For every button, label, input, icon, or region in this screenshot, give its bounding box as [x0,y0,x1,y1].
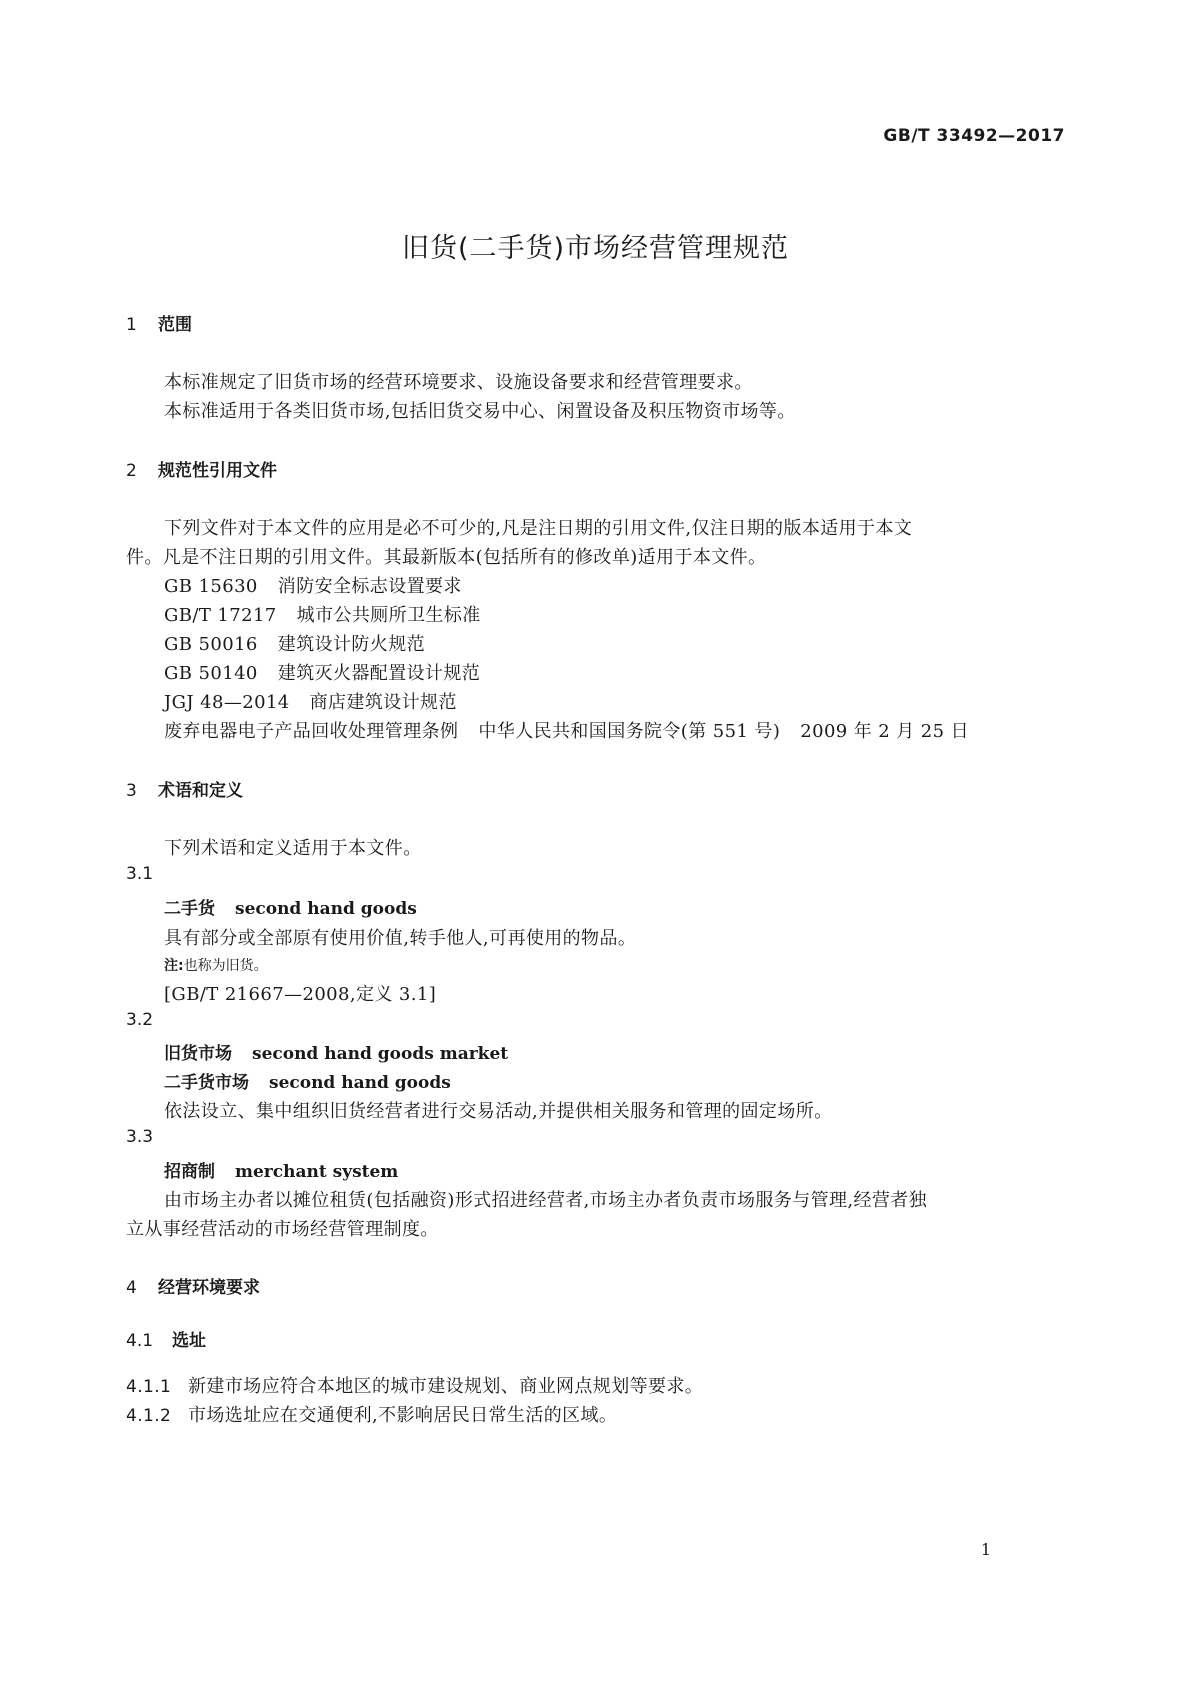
reference-name: 城市公共厕所卫生标准 [296,605,481,626]
term-heading [164,1039,508,1064]
reference-name: 消防安全标志设置要求 [277,576,462,597]
section-number: 2 [126,461,137,481]
clause-number: 4.1.1 [126,1377,172,1397]
section-1-heading [126,310,192,335]
section-number: 1 [126,315,137,335]
term-zh: 二手货 [164,899,215,919]
term-note [164,955,268,975]
term-heading [164,894,417,919]
reference-code: JGJ 48—2014 [164,692,290,713]
clause-text: 新建市场应符合本地区的城市建设规划、商业网点规划等要求。 [188,1376,704,1397]
section-3-heading [126,776,243,801]
term-number: 3.2 [126,1010,154,1030]
section-number: 3 [126,781,137,801]
reference-code: GB 50016 [164,634,258,655]
reference-date: 2009 年 2 月 25 日 [800,721,970,742]
paragraph: 下列文件对于本文件的应用是必不可少的,凡是注日期的引用文件,仅注日期的版本适用于本文 [164,518,913,539]
term-heading [164,1157,398,1182]
section-number: 4 [126,1278,137,1298]
clause [126,1372,703,1398]
section-title: 经营环境要求 [158,1278,260,1298]
term-definition: 立从事经营活动的市场经营管理制度。 [126,1219,439,1240]
section-title: 术语和定义 [158,781,243,801]
reference-item [164,601,481,627]
paragraph: 件。凡是不注日期的引用文件。其最新版本(包括所有的修改单)适用于本文件。 [126,547,767,568]
term-number: 3.3 [126,1127,154,1147]
subsection-heading [126,1326,206,1351]
section-4-heading [126,1273,260,1298]
reference-item [164,630,425,656]
paragraph: 本标准规定了旧货市场的经营环境要求、设施设备要求和经营管理要求。 [164,372,753,393]
term-definition: 依法设立、集中组织旧货经营者进行交易活动,并提供相关服务和管理的固定场所。 [164,1101,833,1122]
paragraph: 本标准适用于各类旧货市场,包括旧货交易中心、闲置设备及积压物资市场等。 [164,401,796,422]
subsection-number: 4.1 [126,1331,154,1351]
section-2-heading [126,456,277,481]
section-title: 规范性引用文件 [158,461,277,481]
reference-item [164,572,462,598]
term-en: merchant system [235,1162,399,1182]
term-zh: 二手货市场 [164,1073,249,1093]
reference-name: 建筑设计防火规范 [277,634,425,655]
subsection-title: 选址 [172,1331,206,1351]
note-label: 注: [164,958,184,974]
reference-code: GB/T 17217 [164,605,277,626]
note-text: 也称为旧货。 [183,958,268,974]
clause [126,1401,617,1427]
term-zh: 招商制 [164,1162,215,1182]
term-number: 3.1 [126,864,154,884]
reference-item [164,688,457,714]
term-en: second hand goods [235,899,417,919]
reference-code: GB 50140 [164,663,258,684]
clause-text: 市场选址应在交通便利,不影响居民日常生活的区域。 [188,1405,618,1426]
reference-item [164,717,969,743]
paragraph: 下列术语和定义适用于本文件。 [164,838,422,859]
section-title: 范围 [158,315,192,335]
term-en: second hand goods [269,1073,451,1093]
standard-number: GB/T 33492—2017 [883,126,1065,146]
document-title: 旧货(二手货)市场经营管理规范 [401,233,790,264]
reference-name: 商店建筑设计规范 [309,692,457,713]
clause-number: 4.1.2 [126,1406,172,1426]
reference-code: 废弃电器电子产品回收处理管理条例 [164,721,459,742]
reference-name: 中华人民共和国国务院令(第 551 号) [478,721,781,742]
term-zh: 旧货市场 [164,1044,232,1064]
page-number: 1 [980,1540,991,1559]
term-en: second hand goods market [252,1044,509,1064]
term-definition: 具有部分或全部原有使用价值,转手他人,可再使用的物品。 [164,928,637,949]
term-source: [GB/T 21667—2008,定义 3.1] [164,984,437,1005]
term-definition: 由市场主办者以摊位租赁(包括融资)形式招进经营者,市场主办者负责市场服务与管理,经营者独 [164,1190,928,1211]
reference-code: GB 15630 [164,576,258,597]
reference-name: 建筑灭火器配置设计规范 [277,663,481,684]
reference-item [164,659,480,685]
term-heading-synonym [164,1068,451,1093]
